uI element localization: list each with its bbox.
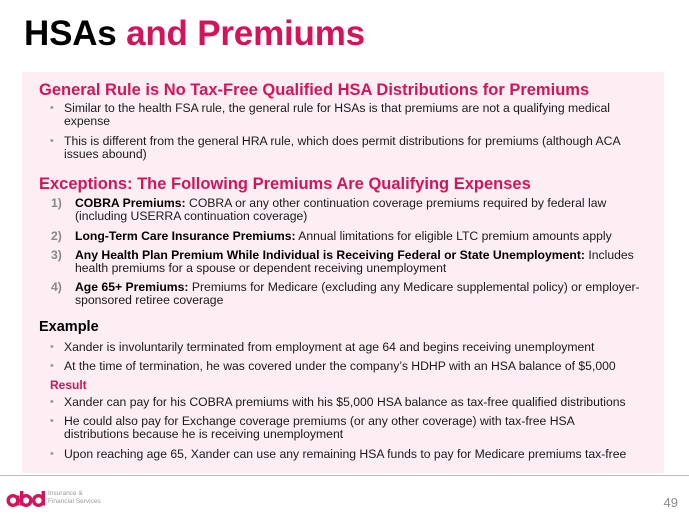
exception-item: 4) Age 65+ Premiums: Premiums for Medicare (excluding any Medicare supplemental policy) or employer-sponsored retiree coverage	[51, 280, 640, 307]
content-panel	[22, 72, 664, 473]
bullet-icon: •	[50, 396, 54, 408]
page-number: 49	[663, 495, 678, 510]
exception-item: 3) Any Health Plan Premium While Individual is Receiving Federal or State Unemployment: Includes health premiums for a spouse or dependent receiving unemployment	[51, 248, 634, 275]
bullet-icon: •	[50, 415, 54, 427]
bullet-icon: •	[50, 341, 54, 353]
bullet-icon: •	[50, 135, 54, 147]
abd-logo-icon	[6, 490, 46, 508]
bullet-icon: •	[50, 102, 54, 114]
result-bullet: • Xander can pay for his COBRA premiums with his $5,000 HSA balance as tax-free qualified distributions	[50, 395, 626, 409]
footer-divider	[0, 475, 689, 476]
example-bullet: • Xander is involuntarily terminated from employment at age 64 and begins receiving unemployment	[50, 340, 595, 354]
result-heading: Result	[50, 378, 87, 392]
example-heading: Example	[39, 319, 99, 335]
title-part-1: HSAs	[24, 14, 117, 53]
example-bullet: • At the time of termination, he was covered under the company’s HDHP with an HSA balance of $5,000	[50, 359, 616, 373]
exceptions-heading: Exceptions: The Following Premiums Are Qualifying Expenses	[39, 175, 531, 193]
exception-item: 1) COBRA Premiums: COBRA or any other continuation coverage premiums required by federal law (including USERRA continuation coverage)	[51, 196, 607, 223]
general-rule-bullet: • Similar to the health FSA rule, the general rule for HSAs is that premiums are not a qualifying medical expense	[50, 101, 610, 128]
result-bullet: • He could also pay for Exchange coverage premiums (or any other coverage) with tax-free HSA distributions because he is receiving unemployment	[50, 414, 575, 441]
logo-text: Insurance & Financial Services	[48, 490, 101, 505]
title-part-2: and Premiums	[126, 14, 365, 53]
bullet-icon: •	[50, 360, 54, 372]
result-bullet: • Upon reaching age 65, Xander can use any remaining HSA funds to pay for Medicare premiums tax-free	[50, 447, 627, 461]
exception-item: 2) Long-Term Care Insurance Premiums: Annual limitations for eligible LTC premium amounts apply	[51, 229, 612, 243]
slide-title	[24, 14, 365, 54]
general-rule-heading: General Rule is No Tax-Free Qualified HSA Distributions for Premiums	[39, 81, 590, 99]
general-rule-bullet: • This is different from the general HRA rule, which does permit distributions for premiums (although ACA issues abound)	[50, 134, 620, 161]
bullet-icon: •	[50, 448, 54, 460]
